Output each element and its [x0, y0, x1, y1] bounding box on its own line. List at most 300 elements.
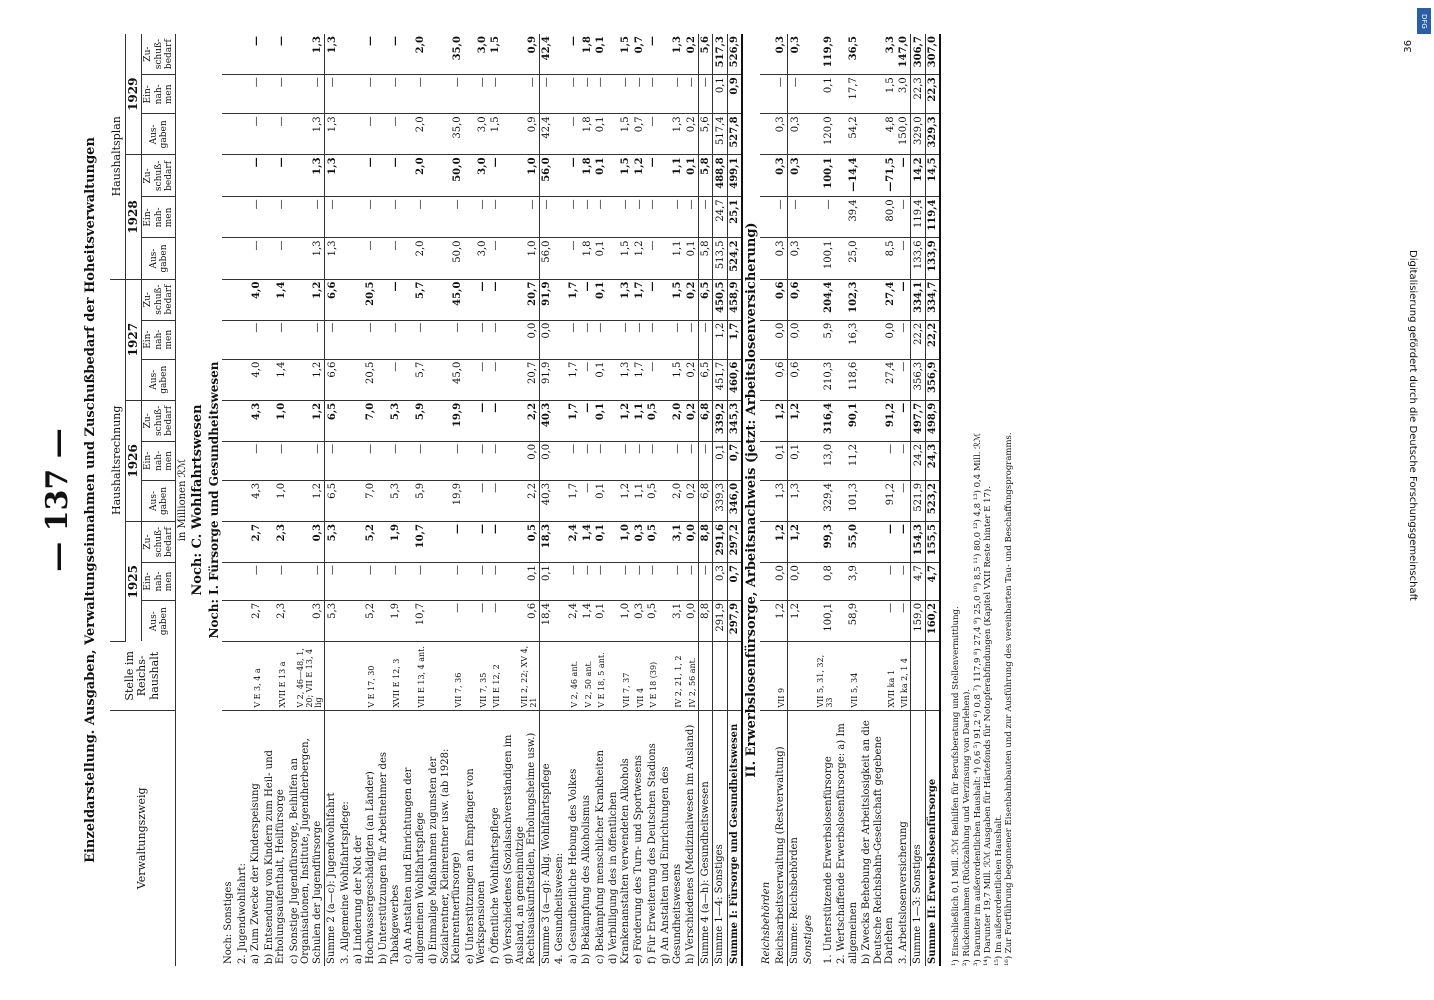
- row-stelle: [222, 642, 236, 711]
- value-cell: 80,0: [860, 197, 897, 238]
- value-cell: 119,4: [925, 197, 940, 238]
- value-cell: [236, 441, 250, 480]
- row-stelle: V E 18 (39): [646, 642, 660, 711]
- row-label: Reichsarbeitsverwaltung (Restverwaltung): [774, 746, 786, 964]
- value-cell: —: [594, 441, 608, 480]
- value-cell: 291,9: [713, 600, 728, 641]
- value-cell: [236, 34, 250, 75]
- value-cell: [553, 279, 567, 320]
- value-cell: 0,3: [632, 522, 646, 563]
- value-cell: —: [897, 197, 911, 238]
- value-cell: 498,9: [925, 400, 940, 441]
- value-cell: 0,1: [684, 155, 698, 197]
- row-stelle: VII ka 2, 1 4: [897, 642, 911, 711]
- value-cell: 1,3: [607, 359, 632, 400]
- value-cell: —: [489, 522, 503, 563]
- value-cell: 5,9: [815, 320, 835, 359]
- value-cell: —: [377, 238, 402, 279]
- value-cell: —: [580, 400, 594, 441]
- value-cell: 0,5: [646, 522, 660, 563]
- value-cell: [339, 238, 353, 279]
- value-cell: 497,7: [911, 400, 926, 441]
- value-cell: —: [489, 563, 503, 601]
- value-cell: —: [567, 155, 581, 197]
- value-cell: [236, 563, 250, 601]
- value-cell: 0,3: [788, 238, 802, 279]
- value-cell: [236, 114, 250, 155]
- value-cell: —: [377, 114, 402, 155]
- value-cell: 0,1: [594, 600, 608, 641]
- year-header: 1929: [125, 34, 142, 155]
- value-cell: 147,0: [897, 34, 911, 75]
- value-cell: 45,0: [427, 359, 464, 400]
- value-cell: —: [580, 563, 594, 601]
- year-header: 1927: [125, 279, 142, 400]
- value-cell: —: [684, 75, 698, 114]
- value-cell: —: [464, 320, 489, 359]
- row-label: Reichsbehörden: [761, 881, 773, 964]
- value-cell: 0,6: [502, 600, 539, 641]
- row-label: 1. Unterstützende Erwerbslosenfürsorge: [822, 756, 834, 964]
- value-cell: [339, 563, 353, 601]
- value-cell: 0,2: [684, 480, 698, 521]
- value-cell: 0,1: [594, 359, 608, 400]
- value-cell: 0,1: [502, 563, 539, 601]
- value-cell: —: [288, 563, 325, 601]
- value-cell: —: [263, 34, 288, 75]
- table-row: [659, 34, 684, 966]
- value-cell: —: [567, 563, 581, 601]
- value-cell: 16,3: [835, 320, 860, 359]
- row-label: a) Zum Zwecke der Kinderspeisung: [250, 783, 262, 964]
- page-title: Einzeldarstellung. Ausgaben, Verwaltungseinnahmen und Zuschußbedarf der Hoheitsverwaltungen: [83, 137, 98, 863]
- row-stelle: IV 2, 56 ant.: [684, 642, 698, 711]
- value-cell: —: [897, 359, 911, 400]
- value-cell: [236, 75, 250, 114]
- value-cell: 1,7: [632, 279, 646, 320]
- value-cell: 18,3: [539, 522, 553, 563]
- value-cell: 0,6: [774, 279, 788, 320]
- value-cell: 1,5: [860, 75, 897, 114]
- value-cell: —: [489, 155, 503, 197]
- value-cell: —: [860, 522, 897, 563]
- row-stelle: VII 7, 36: [427, 642, 464, 711]
- value-cell: 20,7: [502, 279, 539, 320]
- value-cell: 50,0: [427, 238, 464, 279]
- row-stelle: [325, 642, 339, 711]
- row-stelle: [925, 642, 940, 711]
- value-cell: 1,3: [607, 279, 632, 320]
- value-cell: 3,0: [464, 238, 489, 279]
- value-cell: 1,2: [607, 480, 632, 521]
- value-cell: 6,5: [698, 279, 713, 320]
- value-cell: 517,4: [713, 114, 728, 155]
- value-cell: —: [249, 34, 263, 75]
- row-stelle: [760, 642, 774, 711]
- value-cell: —: [427, 522, 464, 563]
- value-cell: 306,7: [911, 34, 926, 75]
- value-cell: —: [464, 441, 489, 480]
- value-cell: [222, 114, 236, 155]
- value-cell: 0,9: [502, 34, 539, 75]
- value-cell: [553, 522, 567, 563]
- value-cell: 2,0: [402, 114, 427, 155]
- value-cell: —: [263, 197, 288, 238]
- table-row: [911, 34, 926, 966]
- value-cell: 0,5: [646, 600, 660, 641]
- value-cell: 1,3: [659, 34, 684, 75]
- value-cell: 0,7: [632, 34, 646, 75]
- value-cell: —: [580, 359, 594, 400]
- value-cell: 27,4: [860, 279, 897, 320]
- value-cell: [339, 279, 353, 320]
- value-cell: 6,6: [325, 359, 339, 400]
- value-cell: 0,3: [288, 522, 325, 563]
- value-cell: —: [377, 197, 402, 238]
- value-cell: —: [567, 238, 581, 279]
- row-label: 3. Allgemeine Wohlfahrtspflege:: [339, 801, 351, 964]
- value-cell: 22,3: [925, 75, 940, 114]
- value-cell: [760, 75, 774, 114]
- footnote: ¹⁴) Darunter 19,7 Mill. ℛℳ Ausgaben für Härtefonds für Notopferabfindungen (Kapitel VXII Reste hinter E 17).: [983, 486, 994, 966]
- value-cell: 1,7: [632, 359, 646, 400]
- value-cell: [802, 34, 816, 75]
- value-cell: [553, 400, 567, 441]
- value-cell: 0,3: [788, 155, 802, 197]
- value-cell: —: [464, 480, 489, 521]
- value-cell: —: [427, 600, 464, 641]
- value-cell: 1,3: [288, 114, 325, 155]
- value-cell: [553, 114, 567, 155]
- value-cell: 20,5: [352, 279, 377, 320]
- value-cell: 35,0: [427, 114, 464, 155]
- value-cell: [760, 279, 774, 320]
- value-cell: 100,1: [815, 600, 835, 641]
- value-cell: 5,9: [402, 400, 427, 441]
- value-cell: [222, 400, 236, 441]
- row-label: Summe I: Fürsorge und Gesundheitswesen: [727, 710, 742, 966]
- value-cell: 1,4: [580, 522, 594, 563]
- value-cell: 0,1: [594, 279, 608, 320]
- table-row: [760, 34, 774, 966]
- row-stelle: [236, 642, 250, 711]
- value-cell: 297,2: [727, 522, 742, 563]
- page-side-number: 36: [1403, 40, 1414, 53]
- value-cell: —: [897, 155, 911, 197]
- value-cell: 1,3: [659, 114, 684, 155]
- value-cell: [802, 359, 816, 400]
- value-cell: 40,3: [539, 480, 553, 521]
- value-cell: —: [684, 441, 698, 480]
- value-cell: 458,9: [727, 279, 742, 320]
- value-cell: [236, 400, 250, 441]
- value-cell: 8,8: [698, 522, 713, 563]
- value-cell: —: [659, 441, 684, 480]
- sub-header: Zu-schuß-bedarf: [142, 522, 176, 563]
- value-cell: 6,8: [698, 400, 713, 441]
- value-cell: —: [489, 279, 503, 320]
- value-cell: 36,5: [835, 34, 860, 75]
- value-cell: —: [897, 441, 911, 480]
- value-cell: [553, 563, 567, 601]
- value-cell: 0,5: [646, 400, 660, 441]
- value-cell: [553, 441, 567, 480]
- value-cell: —: [539, 75, 553, 114]
- value-cell: [222, 359, 236, 400]
- value-cell: 3,1: [659, 600, 684, 641]
- value-cell: 91,2: [860, 400, 897, 441]
- value-cell: 1,9: [377, 600, 402, 641]
- value-cell: 1,3: [288, 238, 325, 279]
- value-cell: 5,7: [402, 359, 427, 400]
- value-cell: 1,2: [607, 400, 632, 441]
- value-cell: 5,8: [698, 238, 713, 279]
- row-stelle: VII 2, 22; XV 4, 21: [502, 642, 539, 711]
- value-cell: —: [263, 155, 288, 197]
- value-cell: 0,1: [594, 480, 608, 521]
- sub-header: Ein-nah-men: [142, 563, 176, 601]
- value-cell: 1,7: [567, 279, 581, 320]
- value-cell: —: [464, 600, 489, 641]
- value-cell: [802, 155, 816, 197]
- table-row: [632, 34, 646, 966]
- row-stelle: [698, 642, 713, 711]
- value-cell: 1,2: [713, 320, 728, 359]
- value-cell: 1,4: [263, 359, 288, 400]
- value-cell: 1,9: [377, 522, 402, 563]
- value-cell: 5,6: [698, 34, 713, 75]
- value-cell: —: [263, 238, 288, 279]
- value-cell: 133,9: [925, 238, 940, 279]
- sub-header: Aus-gaben: [142, 238, 176, 279]
- col-header-stelle: Stelle im Reichs-haushalt: [110, 642, 176, 711]
- value-cell: 1,1: [659, 155, 684, 197]
- table-row: [325, 34, 339, 966]
- value-cell: 1,3: [288, 34, 325, 75]
- value-cell: [339, 522, 353, 563]
- value-cell: 0,2: [684, 114, 698, 155]
- row-label: 2. Jugendwohlfahrt:: [236, 863, 248, 964]
- value-cell: —: [352, 114, 377, 155]
- value-cell: 20,7: [502, 359, 539, 400]
- value-cell: —: [632, 441, 646, 480]
- value-cell: —: [377, 34, 402, 75]
- value-cell: 14,5: [925, 155, 940, 197]
- value-cell: 1,1: [632, 400, 646, 441]
- value-cell: —: [427, 441, 464, 480]
- value-cell: —: [594, 320, 608, 359]
- value-cell: 0,1: [684, 238, 698, 279]
- value-cell: —: [249, 114, 263, 155]
- footnote: ³) Darunter im außerordentlichen Haushalt: ⁴) 0,6 ⁵) 91,2 ⁶) 0,8 ⁷) 117,9 ⁸) 27,4 ⁹) 25,0 ¹⁰) 8,5 ¹¹) 80,0 ¹²) 4,8 ¹³) 0,4 Mill. ℛℳ: [972, 433, 983, 966]
- value-cell: —: [402, 320, 427, 359]
- value-cell: [802, 563, 816, 601]
- value-cell: 0,0: [539, 441, 553, 480]
- value-cell: 5,3: [377, 480, 402, 521]
- value-cell: [802, 522, 816, 563]
- value-cell: 0,1: [788, 441, 802, 480]
- value-cell: —: [646, 155, 660, 197]
- value-cell: [339, 75, 353, 114]
- value-cell: 1,2: [788, 400, 802, 441]
- value-cell: —: [594, 197, 608, 238]
- value-cell: [236, 279, 250, 320]
- sub-header: Zu-schuß-bedarf: [142, 279, 176, 320]
- value-cell: —: [632, 320, 646, 359]
- value-cell: [802, 441, 816, 480]
- value-cell: 1,5: [489, 114, 503, 155]
- row-stelle: [539, 642, 553, 711]
- value-cell: 1,2: [632, 238, 646, 279]
- value-cell: 99,3: [815, 522, 835, 563]
- value-cell: 339,2: [713, 400, 728, 441]
- value-cell: 0,7: [632, 114, 646, 155]
- unit-label: in Millionen ℛℳ: [177, 458, 189, 542]
- value-cell: —: [580, 197, 594, 238]
- value-cell: —: [325, 441, 339, 480]
- value-cell: 1,8: [580, 34, 594, 75]
- value-cell: [222, 279, 236, 320]
- dfg-logo: DFG: [1417, 8, 1431, 34]
- value-cell: 1,8: [580, 155, 594, 197]
- value-cell: —: [607, 75, 632, 114]
- value-cell: —: [897, 320, 911, 359]
- value-cell: 1,4: [580, 600, 594, 641]
- value-cell: 25,1: [727, 197, 742, 238]
- value-cell: —: [249, 441, 263, 480]
- value-cell: 1,3: [325, 155, 339, 197]
- table-row: [502, 34, 539, 966]
- value-cell: —: [698, 563, 713, 601]
- value-cell: 24,2: [911, 441, 926, 480]
- value-cell: [553, 75, 567, 114]
- table-row: [646, 34, 660, 966]
- value-cell: 1,2: [288, 480, 325, 521]
- sub-header: Ein-nah-men: [142, 441, 176, 480]
- row-stelle: VII 7, 37: [607, 642, 632, 711]
- row-label: b) Entsendung von Kindern zum Heil- und Erholungsaufenthalt, Heilfürsorge: [263, 750, 287, 964]
- table-row: [815, 34, 835, 966]
- value-cell: 1,3: [325, 114, 339, 155]
- value-cell: 0,0: [788, 320, 802, 359]
- value-cell: 58,9: [835, 600, 860, 641]
- table-row: [464, 34, 489, 966]
- value-cell: 1,3: [288, 155, 325, 197]
- value-cell: [222, 563, 236, 601]
- value-cell: 3,0: [464, 155, 489, 197]
- row-label: e) Förderung des Turn- und Sportwesens: [633, 755, 645, 964]
- value-cell: 1,8: [580, 238, 594, 279]
- value-cell: 0,7: [727, 563, 742, 601]
- value-cell: [339, 197, 353, 238]
- value-cell: —: [632, 563, 646, 601]
- value-cell: 1,0: [607, 522, 632, 563]
- footnote: ¹⁵) Im außerordentlichen Haushalt.: [993, 814, 1004, 966]
- value-cell: 0,0: [774, 320, 788, 359]
- value-cell: 1,4: [263, 279, 288, 320]
- value-cell: —: [897, 400, 911, 441]
- row-stelle: [788, 642, 802, 711]
- value-cell: —: [580, 441, 594, 480]
- value-cell: 2,7: [249, 600, 263, 641]
- row-label: Summe 4 (a—h): Gesundheitswesen: [698, 710, 713, 966]
- value-cell: 40,3: [539, 400, 553, 441]
- value-cell: 155,5: [925, 522, 940, 563]
- sub-header: Ein-nah-men: [142, 320, 176, 359]
- row-label: c) Bekämpfung menschlicher Krankheiten: [594, 750, 606, 964]
- value-cell: 339,3: [713, 480, 728, 521]
- value-cell: —: [684, 563, 698, 601]
- table-row: [263, 34, 288, 966]
- value-cell: 0,9: [727, 75, 742, 114]
- value-cell: —: [897, 522, 911, 563]
- value-cell: —: [377, 563, 402, 601]
- value-cell: 3,1: [659, 522, 684, 563]
- value-cell: [222, 197, 236, 238]
- table-row: [802, 34, 816, 966]
- value-cell: —: [489, 197, 503, 238]
- value-cell: [339, 114, 353, 155]
- row-label: c) An Anstalten und Einrichtungen der allgemeinen Wohlfahrtspflege: [403, 767, 426, 964]
- value-cell: [222, 441, 236, 480]
- value-cell: 6,5: [698, 359, 713, 400]
- value-cell: —: [325, 320, 339, 359]
- value-cell: 526,9: [727, 34, 742, 75]
- value-cell: [236, 359, 250, 400]
- row-stelle: VII 9: [774, 642, 788, 711]
- table-row: [580, 34, 594, 966]
- value-cell: —: [860, 441, 897, 480]
- value-cell: [802, 114, 816, 155]
- sub-header: Zu-schuß-bedarf: [142, 400, 176, 441]
- value-cell: 0,2: [684, 279, 698, 320]
- value-cell: 1,3: [325, 238, 339, 279]
- value-cell: —: [607, 197, 632, 238]
- value-cell: 0,3: [774, 114, 788, 155]
- value-cell: [222, 238, 236, 279]
- value-cell: —: [646, 320, 660, 359]
- value-cell: —: [897, 480, 911, 521]
- value-cell: 521,9: [911, 480, 926, 521]
- value-cell: 13,0: [815, 441, 835, 480]
- value-cell: —: [489, 400, 503, 441]
- value-cell: —: [464, 522, 489, 563]
- value-cell: —: [489, 480, 503, 521]
- value-cell: —: [646, 279, 660, 320]
- value-cell: [760, 441, 774, 480]
- value-cell: 1,1: [632, 480, 646, 521]
- sub-header: Aus-gaben: [142, 480, 176, 521]
- row-stelle: V E 17, 30: [352, 642, 377, 711]
- value-cell: [802, 279, 816, 320]
- value-cell: [339, 320, 353, 359]
- budget-table: [110, 34, 941, 966]
- value-cell: —: [684, 320, 698, 359]
- value-cell: 513,5: [713, 238, 728, 279]
- value-cell: 150,0: [897, 114, 911, 155]
- value-cell: 210,3: [815, 359, 835, 400]
- value-cell: 54,2: [835, 114, 860, 155]
- value-cell: —: [646, 114, 660, 155]
- value-cell: 523,2: [925, 480, 940, 521]
- value-cell: [339, 155, 353, 197]
- value-cell: —: [464, 563, 489, 601]
- row-stelle: [802, 642, 816, 711]
- value-cell: [222, 320, 236, 359]
- value-cell: 90,1: [835, 400, 860, 441]
- value-cell: 91,9: [539, 359, 553, 400]
- footnote: ¹) Einschließlich 0,1 Mill. ℛℳ Beihilfen für Berufsberatung und Stellenvermittlung.: [951, 606, 962, 966]
